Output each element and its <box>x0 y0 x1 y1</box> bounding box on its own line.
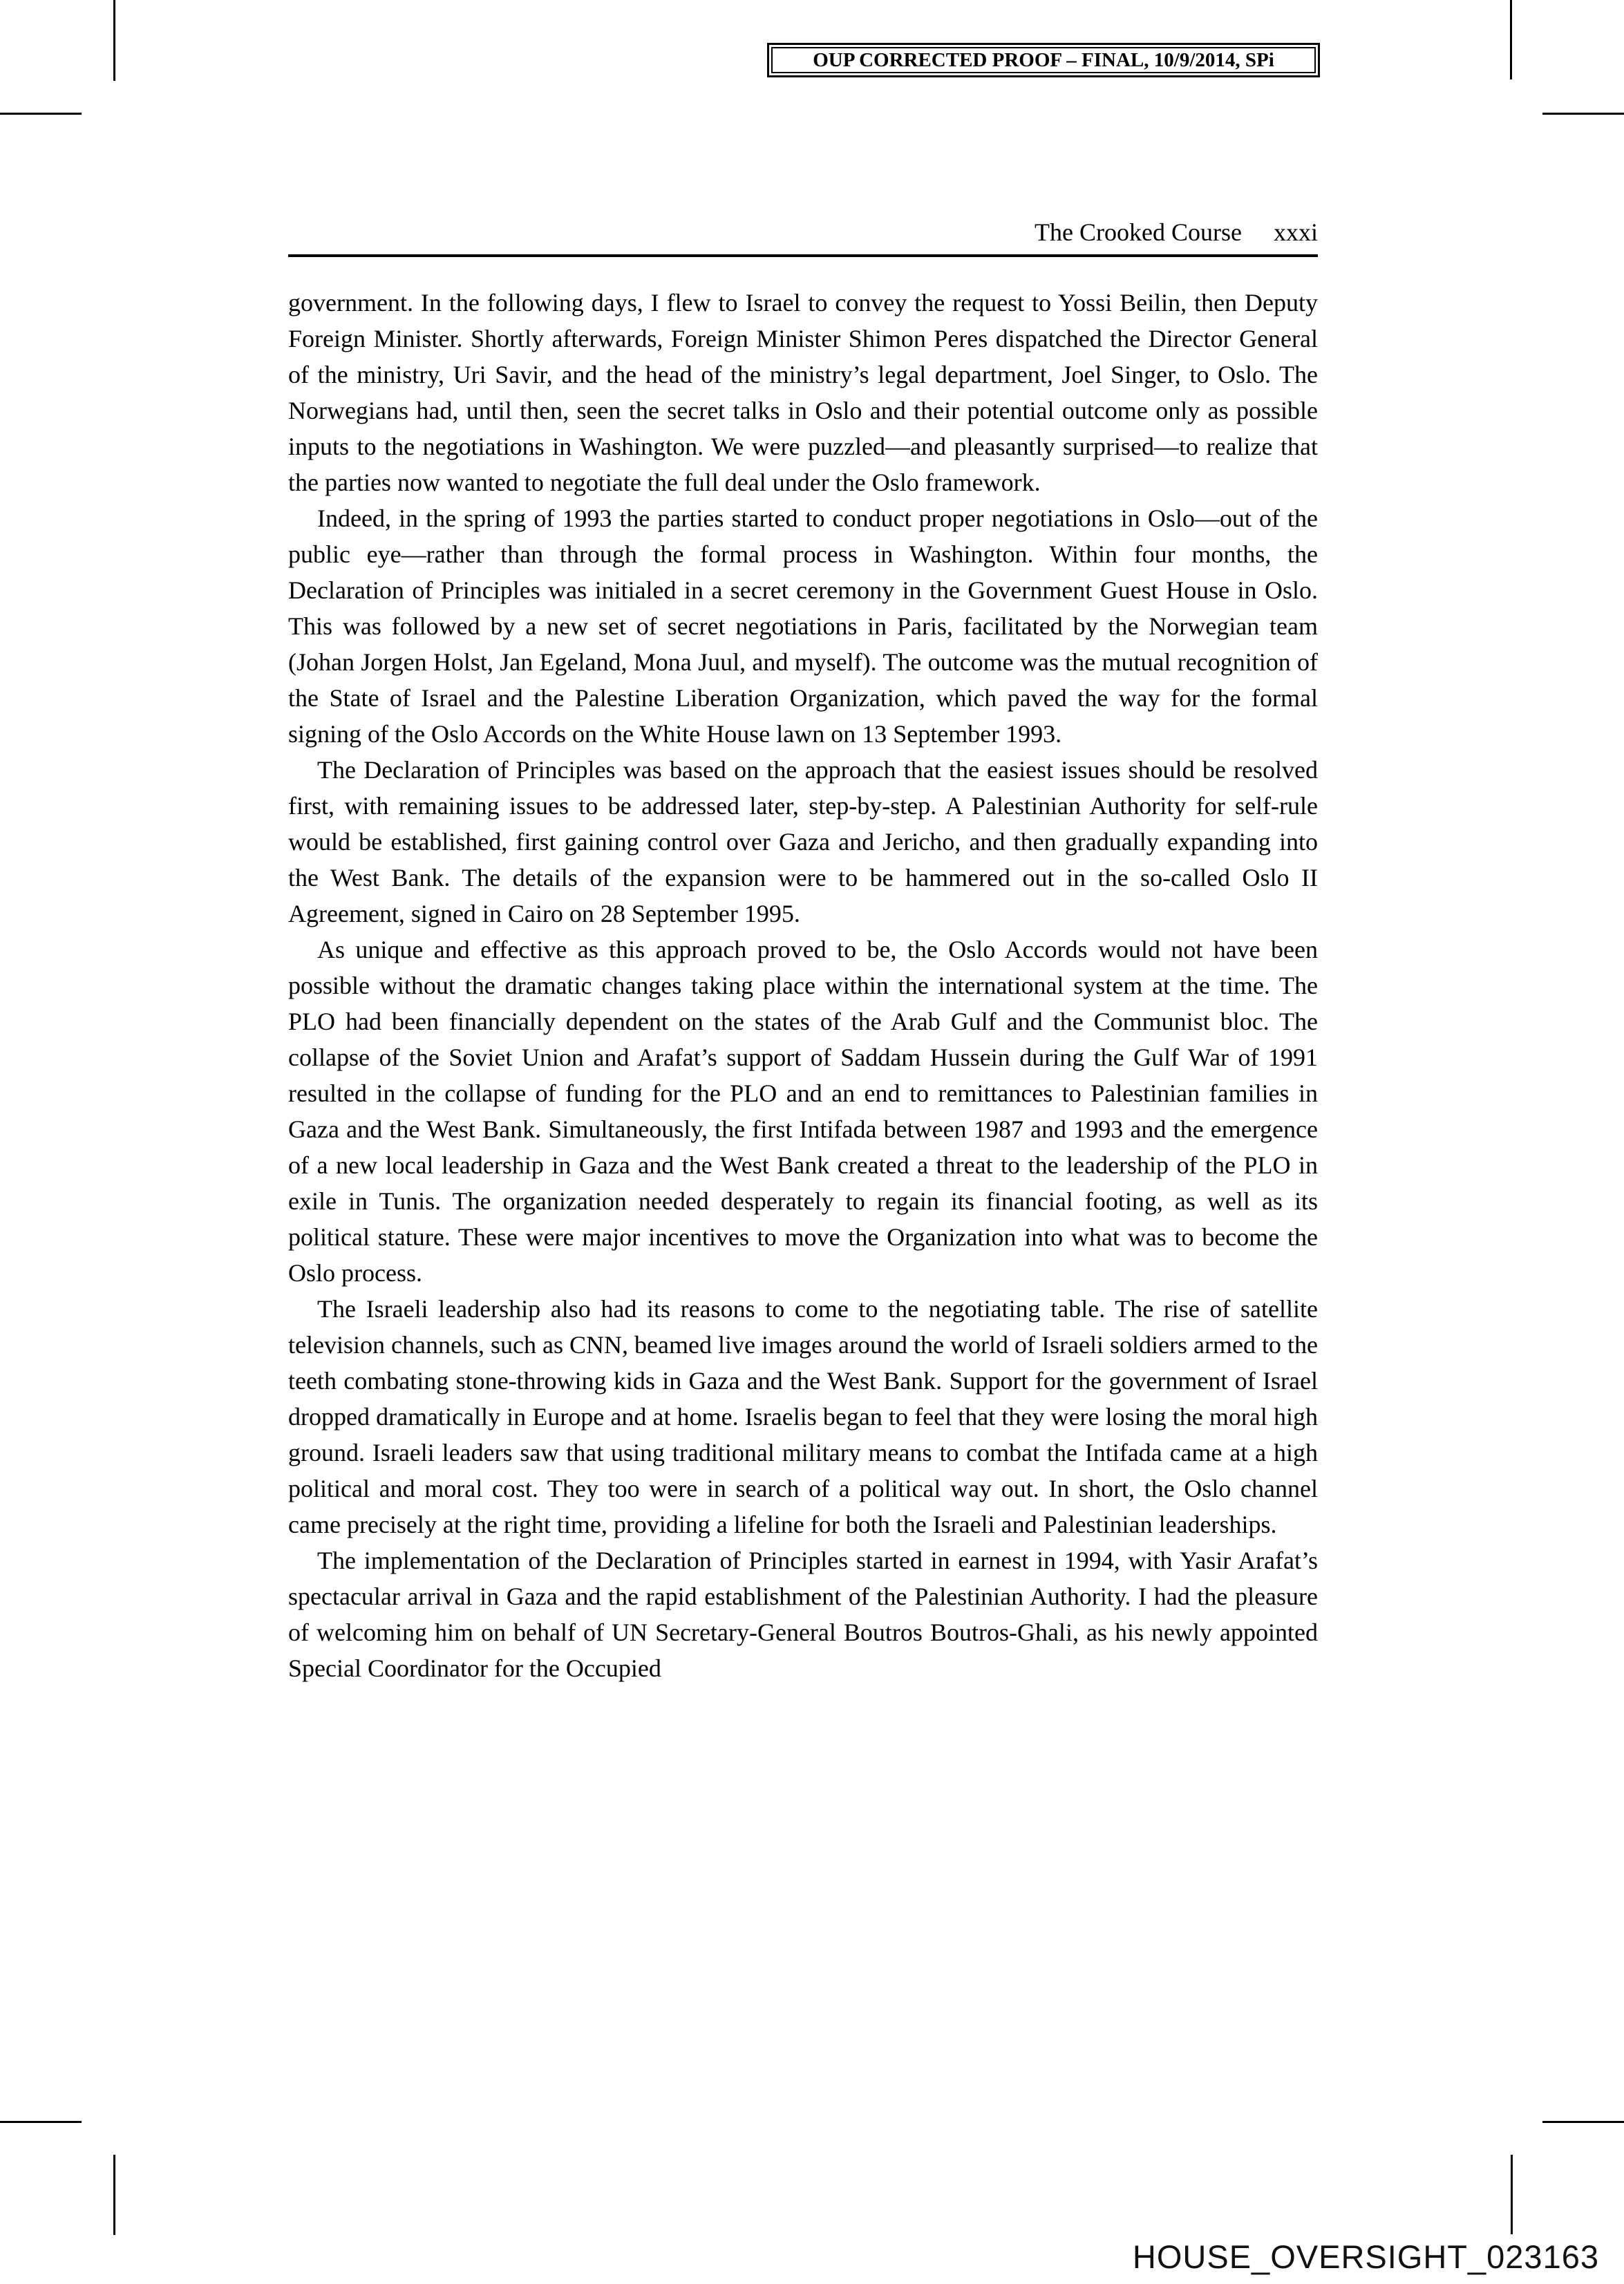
crop-mark-top-right-vertical <box>1510 0 1512 79</box>
proof-stamp-box <box>767 43 1320 77</box>
paragraph-implementation-1994: The implementation of the Declaration of Principles started in earnest in 1994, with Yasir Arafat’s spectacular arrival in Gaza and the rapid establishment of the Palestinian Authority. I had the pleasure of welcoming him on behalf of UN Secretary-General Boutros Boutros-Ghali, as his newly appointed Special Coordinator for the Occupied <box>288 1547 1318 1682</box>
paragraph-plo-incentives: As unique and effective as this approach proved to be, the Oslo Accords would not have been possible without the dramatic changes taking place within the international system at the time. The PLO had been financially dependent on the states of the Arab Gulf and the Communist bloc. The collapse of the Soviet Union and Arafat’s support of Saddam Hussein during the Gulf War of 1991 resulted in the collapse of funding for the PLO and an end to remittances to Palestinian families in Gaza and the West Bank. Simultaneously, the first Intifada between 1987 and 1993 and the emergence of a new local leadership in Gaza and the West Bank created a threat to the leadership of the PLO in exile in Tunis. The organization needed desperately to regain its financial footing, as well as its political stature. These were major incentives to move the Organization into what was to become the Oslo process. <box>288 936 1318 1287</box>
crop-mark-top-left-vertical <box>113 0 115 81</box>
page-number: xxxi <box>1273 218 1318 246</box>
bates-number: HOUSE_OVERSIGHT_023163 <box>1132 2238 1599 2275</box>
crop-mark-bottom-right-horizontal <box>1542 2121 1624 2123</box>
crop-mark-bottom-left-vertical <box>113 2155 115 2235</box>
proof-stamp-text: OUP CORRECTED PROOF – FINAL, 10/9/2014, SPi <box>813 48 1274 71</box>
crop-mark-bottom-left-horizontal <box>0 2121 82 2123</box>
page-body <box>288 285 1318 1686</box>
proof-stamp-inner-border <box>771 47 1316 73</box>
running-head <box>288 218 1318 246</box>
crop-mark-top-left-horizontal <box>0 113 82 115</box>
running-head-title: The Crooked Course <box>1035 218 1242 246</box>
paragraph-declaration-principles: The Declaration of Principles was based on the approach that the easiest issues should be resolved first, with remaining issues to be addressed later, step-by-step. A Palestinian Authority for self-rule would be established, first gaining control over Gaza and Jericho, and then gradually expanding into the West Bank. The details of the expansion were to be hammered out in the so-called Oslo II Agreement, signed in Cairo on 28 September 1995. <box>288 756 1318 927</box>
paragraph-israeli-leadership: The Israeli leadership also had its reasons to come to the negotiating table. The rise of satellite television channels, such as CNN, beamed live images around the world of Israeli soldiers armed to the teeth combating stone-throwing kids in Gaza and the West Bank. Support for the government of Israel dropped dramatically in Europe and at home. Israelis began to feel that they were losing the moral high ground. Israeli leaders saw that using traditional military means to combat the Intifada came at a high political and moral cost. They too were in search of a political way out. In short, the Oslo channel came precisely at the right time, providing a lifeline for both the Israeli and Palestinian leaderships. <box>288 1295 1318 1538</box>
paragraph-oslo-negotiations: Indeed, in the spring of 1993 the parties started to conduct proper negotiations in Oslo—out of the public eye—rather than through the formal process in Washington. Within four months, the Declaration of Principles was initialed in a secret ceremony in the Government Guest House in Oslo. This was followed by a new set of secret negotiations in Paris, facilitated by the Norwegian team (Johan Jorgen Holst, Jan Egeland, Mona Juul, and myself). The outcome was the mutual recognition of the State of Israel and the Palestine Liberation Organization, which paved the way for the formal signing of the Oslo Accords on the White House lawn on 13 September 1993. <box>288 504 1318 748</box>
paragraph-government-request: government. In the following days, I flew to Israel to convey the request to Yossi Beilin, then Deputy Foreign Minister. Shortly afterwards, Foreign Minister Shimon Peres dispatched the Director General of the ministry, Uri Savir, and the head of the ministry’s legal department, Joel Singer, to Oslo. The Norwegians had, until then, seen the secret talks in Oslo and their potential outcome only as possible inputs to the negotiations in Washington. We were puzzled—and pleasantly surprised—to realize that the parties now wanted to negotiate the full deal under the Oslo framework. <box>288 289 1318 496</box>
crop-mark-top-right-horizontal <box>1542 113 1624 115</box>
header-rule <box>288 254 1318 257</box>
crop-mark-bottom-right-vertical <box>1511 2155 1513 2234</box>
